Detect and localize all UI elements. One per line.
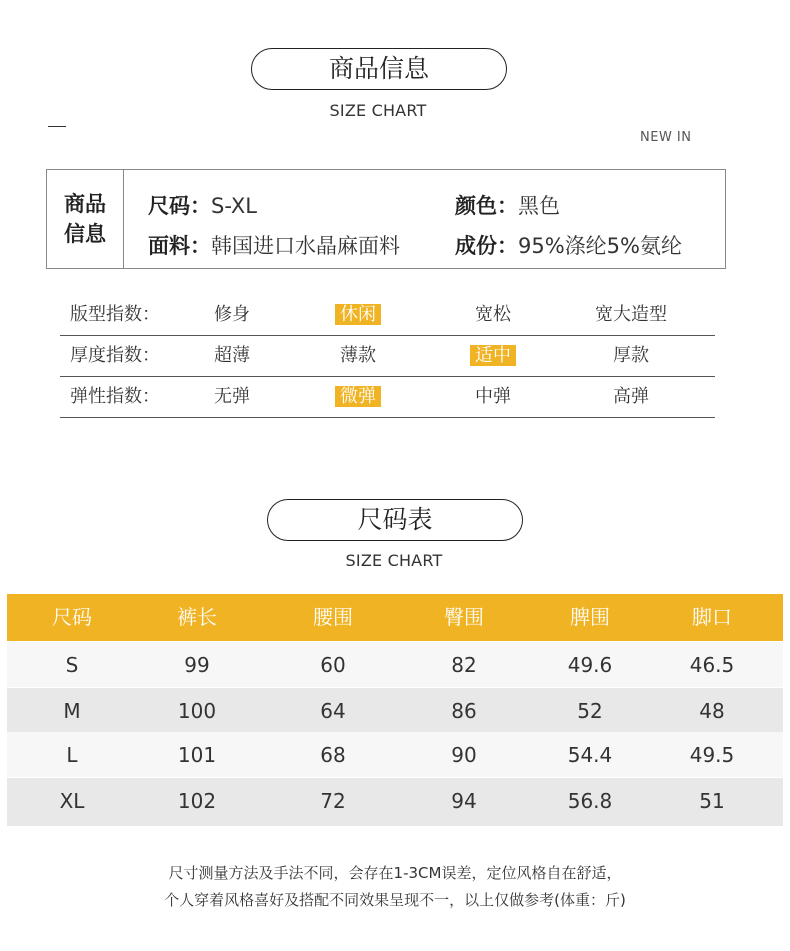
table-cell: 64: [320, 699, 346, 723]
index-row-label: 版型指数：: [70, 304, 160, 325]
table-cell: 49.6: [567, 653, 613, 677]
table-cell: 60: [320, 653, 346, 677]
index-option: 宽松: [475, 304, 511, 325]
index-option-cell: [298, 303, 418, 327]
table-cell: 51: [699, 789, 725, 813]
new-in-label: NEW IN: [640, 130, 692, 145]
product-info-box: [46, 169, 726, 269]
index-option: 薄款: [340, 345, 376, 366]
table-cell: 48: [699, 699, 725, 723]
table-cell: 90: [451, 743, 477, 767]
table-row: [7, 642, 783, 687]
decorative-dash: [48, 126, 66, 127]
table-cell: 101: [177, 743, 217, 767]
index-option-cell: [172, 303, 292, 327]
composition-field: 成份：95%涤纶5%氨纶: [455, 234, 682, 258]
index-row-label: 厚度指数：: [70, 345, 160, 366]
index-option-cell: [433, 385, 553, 409]
table-cell: 52: [577, 699, 603, 723]
fabric-field: 面料：韩国进口水晶麻面料: [148, 234, 400, 258]
size-header-cell: 脾围: [570, 605, 610, 629]
table-row: [7, 688, 783, 733]
table-row: [7, 778, 783, 826]
size-range-field: 尺码：S-XL: [148, 194, 257, 218]
index-option-cell: [298, 344, 418, 368]
table-cell: 94: [451, 789, 477, 813]
index-row: [60, 294, 715, 336]
table-cell: L: [66, 743, 78, 767]
index-row-label: 弹性指数：: [70, 386, 160, 407]
note-line-2: 个人穿着风格喜好及搭配不同效果呈现不一，以上仅做参考(体重：斤): [164, 891, 626, 909]
info-box-label: 商品信息: [47, 170, 124, 268]
table-cell: XL: [59, 789, 85, 813]
index-option-cell: [571, 344, 691, 368]
index-option: 高弹: [613, 386, 649, 407]
size-header-cell: 臀围: [444, 605, 484, 629]
section-subtitle: SIZE CHART: [345, 551, 443, 570]
index-row: [60, 376, 715, 418]
color-field: 颜色：黑色: [455, 194, 560, 218]
table-cell: M: [63, 699, 81, 723]
index-option: 中弹: [475, 386, 511, 407]
table-cell: 68: [320, 743, 346, 767]
index-option: 宽大造型: [595, 304, 667, 325]
table-cell: 99: [184, 653, 210, 677]
table-cell: 82: [451, 653, 477, 677]
index-option-cell: [433, 344, 553, 368]
index-option-selected: 微弹: [335, 386, 381, 407]
index-option: 无弹: [214, 386, 250, 407]
section-subtitle: SIZE CHART: [329, 101, 427, 120]
table-cell: 72: [320, 789, 346, 813]
size-header-cell: 腰围: [313, 605, 353, 629]
index-option: 厚款: [613, 345, 649, 366]
index-row: [60, 335, 715, 377]
index-option: 超薄: [214, 345, 250, 366]
index-option-cell: [433, 303, 553, 327]
table-cell: 49.5: [689, 743, 735, 767]
section-title-size-chart: 尺码表: [267, 499, 523, 541]
section-title-product-info: 商品信息: [251, 48, 507, 90]
note-line-1: 尺寸测量方法及手法不同，会存在1-3CM误差，定位风格自在舒适，: [168, 864, 622, 882]
index-option-cell: [571, 385, 691, 409]
table-cell: 56.8: [567, 789, 613, 813]
table-row: [7, 732, 783, 777]
index-option-cell: [571, 303, 691, 327]
size-header-cell: 尺码: [52, 605, 92, 629]
table-cell: 46.5: [689, 653, 735, 677]
index-option-cell: [298, 385, 418, 409]
size-header-cell: 裤长: [177, 605, 217, 629]
index-option-cell: [172, 385, 292, 409]
index-option-selected: 适中: [470, 345, 516, 366]
size-table-header: [7, 594, 783, 641]
index-option: 修身: [214, 304, 250, 325]
table-cell: 86: [451, 699, 477, 723]
table-cell: 102: [177, 789, 217, 813]
table-cell: S: [65, 653, 79, 677]
size-header-cell: 脚口: [692, 605, 732, 629]
index-option-selected: 休闲: [335, 304, 381, 325]
index-option-cell: [172, 344, 292, 368]
table-cell: 100: [177, 699, 217, 723]
table-cell: 54.4: [567, 743, 613, 767]
